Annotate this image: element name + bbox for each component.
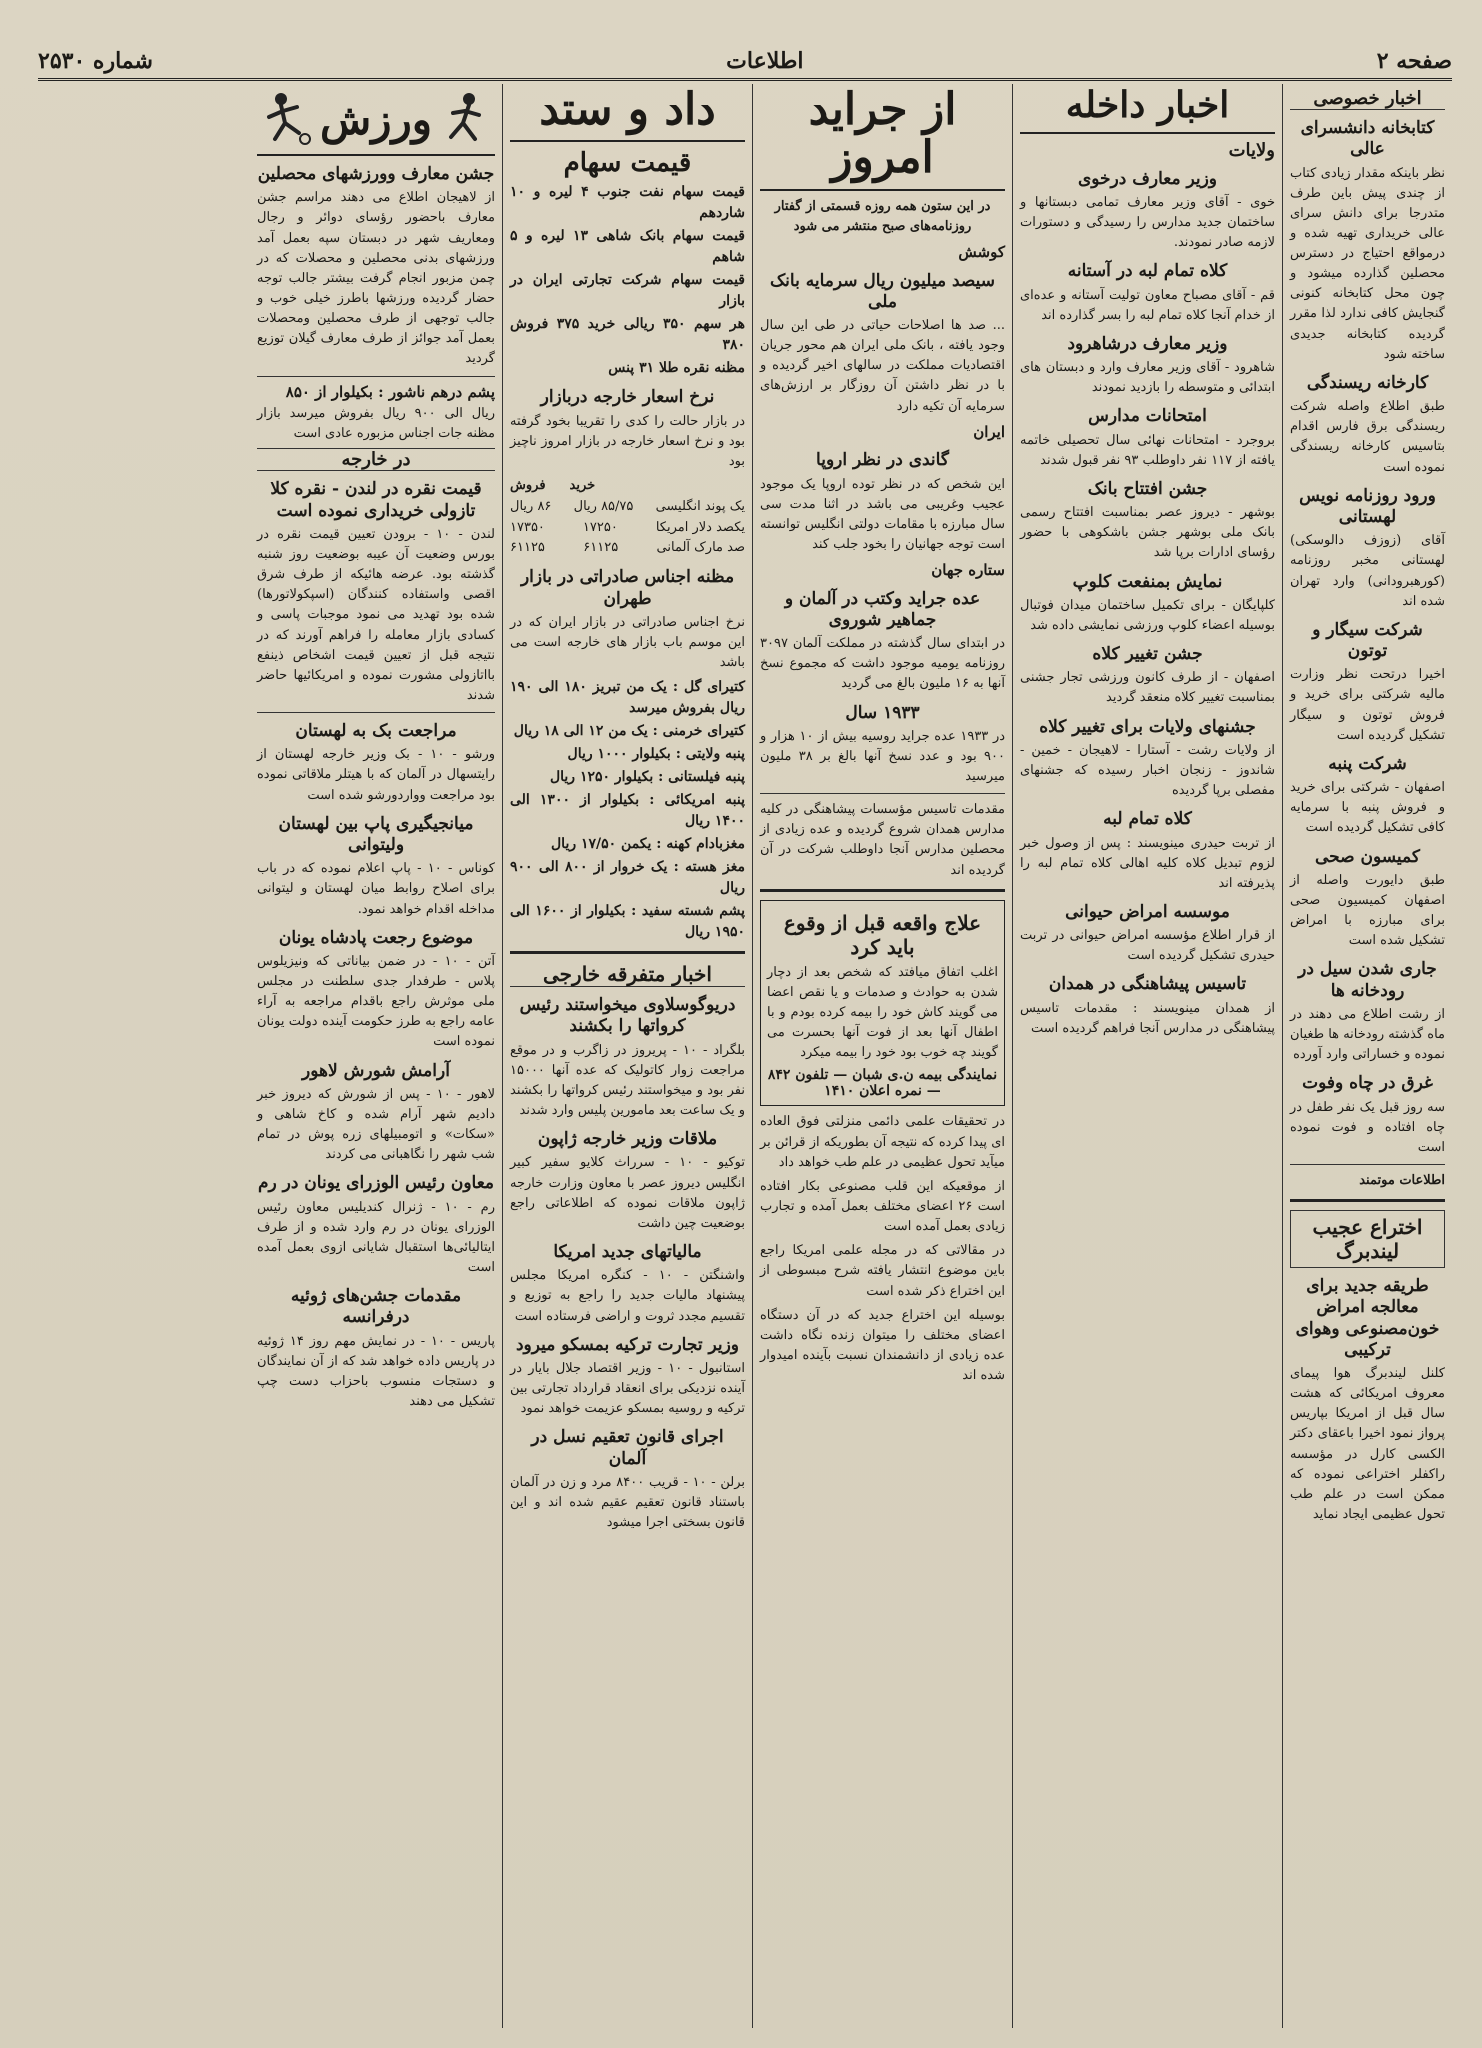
fx-buy: ۶۱۱۲۵: [583, 540, 619, 556]
market-title: داد و ستد: [510, 84, 745, 142]
province-text: بوشهر - دیروز عصر بمناسبت افتتاح رسمی بانک ملی بوشهر جشن باشکوهی با حضور رؤسای ادارات برپا شد: [1020, 505, 1275, 561]
province-text: از ولایات رشت - آستارا - لاهیجان - خمین - شاندوز - زنجان اخبار رسیده که جشنهای مفصلی برپا گردیده: [1020, 742, 1275, 799]
stocks-title: قیمت سهام: [563, 148, 692, 179]
sports-header: [257, 84, 495, 156]
foreign-headline: وزیر تجارت ترکیه بمسکو میرود: [515, 1334, 740, 1355]
province-headline: جشن تغییر کلاه: [1092, 644, 1203, 665]
column-sports: [250, 84, 502, 2028]
domestic-text: از رشت اطلاع می دهند در ماه گذشته رودخانه ها طغیان نموده و خساراتی وارد آورده: [1290, 1006, 1445, 1063]
sports-title: ورزش: [319, 94, 433, 144]
foreign-misc-title: اخبار متفرقه خارجی: [510, 962, 745, 987]
sports-headline: جشن معارف وورزشهای محصلین: [257, 164, 495, 184]
press-intro: در این ستون همه روزه قسمتی از گفتار روزنامه‌های صبح منتشر می شود: [774, 198, 991, 234]
export-lines: [510, 677, 745, 943]
sports-paragraph: از لاهیجان اطلاع می دهند مراسم جشن معارف باحضور رؤسای دوائر و رجال ومعاریف شهر در دبستان سپه بعمل آمد ورزشهای بدنی محصلین و محصلات که در چمن مزبور انجام گرفت بیشتر جالب توجه حضار گردیده ورزشها باطرز خیلی خوب و جالب توجهی از طرف محصلین ومحصلات بعمل آمد جوائز از طرف معارف گیلان توزیع گردید: [257, 190, 495, 367]
gold-title: مظنه نقره طلا: [659, 360, 745, 377]
footballer-icon: [257, 89, 317, 149]
press-source-1: کوشش: [958, 243, 1005, 262]
fx-sell: ۱۷۳۵۰: [510, 519, 545, 535]
domestic-headline: شرکت سیگار و توتون: [1312, 619, 1423, 662]
province-title: اخبار داخله: [1020, 84, 1275, 134]
column-market: [502, 84, 752, 2028]
fx-header-cell: خرید: [569, 478, 596, 494]
insurance-agent: نمایندگی بیمه ن.ی شبان: [852, 1067, 998, 1084]
export-line: مغزبادام کهنه : یکمن ۱۷/۵۰ ریال: [551, 836, 745, 853]
export-line: پشم شسته سفید : بکیلوار از ۱۶۰۰ الی ۱۹۵۰ ریال: [510, 903, 745, 941]
fx-sell: ۸۶ ریال: [510, 498, 552, 514]
province-headline: وزیر معارف درخوی: [1077, 168, 1218, 189]
invention-text: کلنل لیندبرگ هوا پیمای معروف امریکائی که هشت سال قبل از امریکا بپاریس پرواز نمود اخیرا باعقای دکتر الکسی کارل در مؤسسه راکفلر اختراعی نموده که ممکن است در علم طب تحول عظیمی ایجاد نماید: [1290, 1366, 1445, 1523]
domestic-headline: جاری شدن سیل در رودخانه ها: [1298, 959, 1437, 1001]
insurance-ad-no: نمره اعلان ۱۴۱۰: [824, 1083, 922, 1100]
province-text: خوی - آقای وزیر معارف تمامی دبستانها و ساختمان جدید مدارس را رسیدگی و دستورات لازمه صادر نمودند.: [1020, 194, 1275, 251]
fx-buy: ۸۵/۷۵ ریال: [573, 498, 634, 514]
province-text: اصفهان - از طرف کانون ورزشی تجار جشنی بمناسبت تغییر کلاه منعقد گردید: [1020, 670, 1275, 706]
masthead: [38, 44, 1452, 81]
province-text: شاهرود - آقای وزیر معارف وارد و دبستان های ابتدائی و متوسطه را بازدید نمودند: [1020, 360, 1275, 396]
riot-text: لاهور - ۱۰ - پس از شورش که دیروز خبر دادیم شهر آرام شده و کاخ شاهی و «سکات» و اتومبیلهای زره پوش در تمام شب شهر را نگاهبانی می کردند: [257, 1086, 495, 1163]
stock-line: قیمت سهام بانک شاهی ۱۳ لیره و ۵ شاهم: [510, 228, 745, 266]
province-headline: کلاه تمام لبه: [1103, 809, 1192, 830]
fx-text: در بازار حالت را کدی را تقریبا بخود گرفته بود و نرخ اسعار خارجه در بازار امروز ناچیز بود: [510, 413, 745, 469]
province-headline: وزیر معارف درشاهرود: [1067, 333, 1228, 354]
province-headline: کلاه تمام لبه در آستانه: [1067, 261, 1228, 282]
pope-headline: میانجیگیری پاپ بین لهستان ولیتوانی: [278, 813, 474, 855]
province-headline: موسسه امراض حیوانی: [1065, 901, 1230, 922]
runner-icon: [435, 89, 495, 149]
province-list: [1020, 169, 1275, 1039]
province-text: از قرار اطلاع مؤسسه امراض حیوانی در تربت حیدری تشکیل گردیده است: [1020, 928, 1275, 964]
province-headline: نمایش بمنفعت کلوپ: [1072, 571, 1223, 592]
column-province: [1012, 84, 1282, 2028]
province-headline: امتحانات مدارس: [1088, 406, 1207, 427]
greek-text: آتن - ۱۰ - در ضمن بیاناتی که ونیزیلوس پلاس - طرفدار جدی سلطنت در مجلس ملی موثرش راجع باقدام مراجعه به آراء عامه راجع به طرز حکومت آینده دولت یونان نموده است: [257, 953, 495, 1050]
foreign-text: بلگراد - ۱۰ - پریروز در زاگرب و در موقع مراجعت زوار کاتولیک که عده آنها ۱۵۰۰۰ نفر بود و میخواستند رئیس کرواتها را بکشند و یک ساعت بعد مامورین پلیس وارد شدند: [510, 1042, 746, 1119]
june-text: پاریس - ۱۰ - در نمایش مهم روز ۱۴ ژوئیه در پاریس داده خواهد شد که از آن نمایندگان و دستجات منسوب باحزاب دست چپ تشکیل می دهند: [257, 1333, 495, 1410]
province-text: از تربت حیدری مینویسند : پس از وصول خبر لزوم تبدیل کلاه کلیه اهالی کلاه تمام لبه را پذیرفته اند: [1020, 835, 1275, 891]
press-title: از جرايد امروز: [760, 84, 1005, 191]
foreign-text: برلن - ۱۰ - قریب ۸۴۰۰ مرد و زن در آلمان باستناد قانون تعقیم عقیم شده اند و این قانون بسختی اجرا میشود: [510, 1474, 746, 1531]
exports-text: نرخ اجناس صادراتی در بازار ایران که در این موسم باب بازار های خارجه است می باشد: [510, 614, 745, 671]
province-headline: جشنهای ولایات برای تغییر کلاه: [1039, 716, 1256, 737]
greek-headline: موضوع رجعت پادشاه یونان: [278, 927, 474, 948]
domestic-footer: اطلاعات موتمند: [1359, 1172, 1445, 1188]
june-headline: مقدمات جشن‌های ژوئیه درفرانسه: [290, 1286, 462, 1328]
insurance-phone: تلفون ۸۴۲: [767, 1067, 829, 1084]
province-text: قم - آقای مصباح معاون تولیت آستانه و عده‌ای از خدام آنجا کلاه تمام لبه را بسر گذارده اند: [1020, 287, 1275, 323]
foreign-text: واشنگتن - ۱۰ - کنگره امریکا مجلس پیشنهاد مالیات جدید را راجع به توزیع و تقسیم مجدد ثروت و اراضی فرستاده است: [510, 1268, 745, 1324]
fx-table: [510, 476, 745, 559]
province-text: کلپایگان - برای تکمیل ساختمان میدان فوتبال بوسیله اعضاء کلوپ ورزشی نمایشی داده شد: [1020, 597, 1275, 633]
fx-row: [510, 538, 745, 559]
domestic-headline: ورود روزنامه نویس لهستانی: [1299, 485, 1436, 527]
press-headline-3: عده جراید وکتب در آلمان و جماهیر شوروی: [784, 588, 981, 630]
insurance-ad: علاج واقعه قبل از وقوع باید کرد اغلب اتفاق میافتد که شخص بعد از دچار شدن به حوادث و صدمات و یا نقص اعضا می گویند کاش خود را بیمه کرده بودم و با اطفال آنها بعد از فوت آنها بحسرت می گویند چه خوب بود خود را بیمه میکرد نمایندگی بیمه ن.ی شبان — تلفون ۸۴۲ — نمره اعلان ۱۴۱۰: [760, 900, 1005, 1107]
press-headline-2: گاندی در نظر اروپا: [816, 450, 949, 471]
foreign-text: استانبول - ۱۰ - وزیر اقتصاد جلال بایار در آینده نزدیکی برای انعقاد قرارداد تجارتی بین ترکیه و روسیه بمسکو عزیمت خواهد نمود: [510, 1360, 746, 1417]
province-section: ولایات: [1228, 139, 1275, 161]
domestic-headline: شرکت پنبه: [1328, 753, 1407, 774]
gold-value: ۳۱ پنس: [608, 360, 655, 377]
export-line: پنبه امریکائی : بکیلوار از ۱۳۰۰ الی ۱۴۰۰ ریال: [510, 792, 745, 830]
pope-text: کوناس - ۱۰ - پاپ اعلام نموده که در باب برای اصلاح روابط میان لهستان و لیتوانی مداخله اقدام خواهد نمود.: [257, 861, 495, 917]
exports-title: مظنه اجناس صادراتی در بازار طهران: [520, 567, 735, 609]
domestic-text: اخیرا درتحت نظر وزارت مالیه شرکتی برای خرید و فروش توتون و سیگار تشکیل گردیده است: [1290, 667, 1445, 743]
fx-title: نرخ اسعار خارجه دربازار: [540, 387, 715, 408]
foreign-headline: ملاقات وزیر خارجه ژاپون: [537, 1129, 718, 1150]
province-text: از همدان مینویسند : مقدمات تاسیس پیشاهنگی در مدارس آنجا فراهم گردیده است: [1020, 1000, 1275, 1036]
blood-article: [760, 1112, 1005, 1386]
press-text-3: در ابتدای سال گذشته در مملکت آلمان ۳۰۹۷ روزنامه یومیه موجود داشت که مجموع نسخ آنها به ۱۶ ملیون بالغ می گردید: [760, 636, 1005, 692]
domestic-text: آقای (زوزف دالوسکی) لهستانی مخبر روزنامه (کورهبرودانی) وارد تهران شده اند: [1290, 533, 1445, 609]
columns: [38, 84, 1452, 2028]
stock-line: قیمت سهام نفت جنوب ۴ لیره و ۱۰ شاردهم: [510, 184, 746, 222]
domestic-text: طبق دایورت واصله از اصفهان کمیسیون صحی برای مبارزه با امراض تشکیل شده است: [1290, 872, 1445, 949]
column-press: [752, 84, 1012, 2028]
silver-headline: قیمت نقره در لندن - نقره کلا تازولی خریداری نموده است: [270, 479, 482, 521]
domestic-text: سه روز قبل یک نفر طفل در چاه افتاده و فوت نموده است: [1290, 1099, 1445, 1155]
foreign-list: [510, 995, 745, 1533]
bank-headline: مراجعت بک به لهستان: [295, 721, 457, 742]
foreign-text: توکیو - ۱۰ - سرراث کلایو سفیر کبیر انگلیس دیروز عصر با معاون وزارت خارجه ژاپون ملاقات نموده که اطلاعاتی راجع بوضعیت چین داشت: [510, 1155, 745, 1231]
stock-line: هر سهم ۳۵۰ ریالی خرید ۳۷۵ فروش ۳۸۰: [510, 316, 745, 354]
silver-text: لندن - ۱۰ - برودن تعیین قیمت نقره در بورس وضعیت آن عیبه بوضعیت روز شنبه گذشته بود. عرضه هائیکه از طرف شرق اقصی واستفاده کنندگان (اسپکولاتورها) شده بود تهدید می نمود موجبات پاسی و کسادی بازار معامله را فراهم آورند که در نتیجه قبل از تعیین قیمت اشخاص ذینفع بااتازولی مشورت نموده و امریکائیها حاضر شدند: [257, 526, 495, 703]
press-text-1: ... صد ها اصلاحات حیاتی در طی این سال وجود یافته ، بانک ملی ایران هم محور جریان اقتصادیات مملکت در سالهای اخیر گردیده و با در نظر داشتن آن روزگار بر ارزش‌های سرمایه آن تکیه دارد: [760, 318, 1005, 414]
fx-sell: ۶۱۱۲۵: [510, 540, 545, 556]
fx-name: یک پوند انگلیسی: [655, 498, 745, 514]
press-text-2: این شخص که در نظر توده اروپا یک موجود عجیب وغریبی می باشد در اثنا مدت سی سال مبارزه با مقامات دولتی انگلیس توانسته است توجه جهانیان را بخود جلب کند: [760, 476, 1005, 552]
export-line: کتیرای گل : یک من تبریز ۱۸۰ الی ۱۹۰ ریال بفروش میرسد: [510, 679, 745, 717]
blood-paragraph: در تحقیقات علمی دائمی منزلتی فوق العاده ای پیدا کرده که نتیجه آن بطوریکه از قرائن بر میآید تحول عظیمی در علم طب خواهد داد: [760, 1114, 1005, 1170]
blood-paragraph: در مقالاتی که در مجله علمی امریکا راجع باین موضوع انتشار یافته شرح مبسوطی از این اختراع ذکر شده است: [760, 1243, 1005, 1299]
stock-lines: [510, 182, 745, 356]
fx-row: [510, 497, 745, 518]
blood-paragraph: از موقعیکه این قلب مصنوعی بکار افتاده است ۲۶ اعضای مختلف بعمل آمده و تجارب زیادی بعمل آمده است: [760, 1178, 1006, 1235]
wool-text: ریال الی ۹۰۰ ریال بفروش میرسد بازار مظنه جات اجناس مزبوره عادی است: [257, 406, 495, 442]
blood-paragraph: بوسیله این اختراع جدید که در آن دستگاه اعضای مختلف را میتوان زنده نگاه داشت عده زیادی از دانشمندان نسبت بآینده امیدوار شده اند: [760, 1307, 1005, 1384]
press-text-4: در ۱۹۳۳ عده جراید روسیه بیش از ۱۰ هزار و ۹۰۰ بود و عدد نسخ آنها بالغ بر ۳۸ ملیون میرسید: [760, 728, 1006, 785]
foreign-headline: دریوگوسلاوی میخواستند رئیس کرواتها را بکشند: [519, 995, 736, 1037]
bank-text: ورشو - ۱۰ - بک وزیر خارجه لهستان از رایتسهال در آلمان که با هیتلر ملاقاتی نموده بود مراجعت وواردورشو شده است: [257, 747, 495, 803]
page-label: صفحه ۲: [1376, 48, 1452, 74]
deputy-headline: معاون رئیس الوزرای یونان در رم: [257, 1173, 495, 1194]
wool-title: پشم درهم ناشور : بکیلوار از ۸۵۰: [285, 382, 495, 401]
invention-title: اختراع عجیب لیندبرگ: [1290, 1210, 1445, 1268]
fx-name: صد مارک آلمانی: [656, 540, 745, 556]
province-headline: تاسیس پیشاهنگی در همدان: [1048, 974, 1247, 995]
domestic-headline: کارخانه ریسندگی: [1306, 372, 1429, 393]
export-line: پنبه ولایتی : بکیلوار ۱۰۰۰ ریال: [567, 746, 745, 763]
stock-line: قیمت سهام شرکت تجارتی ایران در بازار: [510, 272, 745, 310]
province-headline: جشن افتتاح بانک: [1087, 478, 1208, 499]
fx-row: [510, 518, 745, 539]
press-notice: مقدمات تاسیس مؤسسات پیشاهنگی در کلیه مدارس همدان شروع گردیده و عده زیادی از محصلین مدارس آنجا داوطلب شرکت در آن گردیده اند: [760, 802, 1005, 878]
press-source-3: ستاره جهان: [931, 561, 1005, 580]
press-source-2: ایران: [973, 422, 1005, 441]
fx-header-cell: فروش: [510, 478, 546, 494]
domestic-headline: کمیسون صحی: [1315, 846, 1420, 867]
domestic-headline: کتابخانه دانشسرای عالی: [1300, 118, 1435, 160]
press-headline-1: سیصد میلیون ریال سرمایه بانک ملی: [769, 270, 996, 312]
domestic-headline: غرق در چاه وفوت: [1302, 1073, 1433, 1094]
domestic-text: نظر باینکه مقدار زیادی کتاب از چندی پیش باین طرف متدرجا برای دانش سرای عالی خریداری تهیه شده و درمواقع احتیاج در دسترس محصلین گذارده میشود و چون محل کتابخانه کنونی گنجایش کافی ندارد لذا مقرر گردیده کتابخانه جدیدی ساخته شود: [1290, 165, 1445, 362]
export-line: مغز هسته : یک خروار از ۸۰۰ الی ۹۰۰ ریال: [510, 859, 745, 897]
domestic-list: [1290, 118, 1445, 1158]
province-text: بروجرد - امتحانات نهائی سال تحصیلی خاتمه یافته از ۱۱۷ نفر داوطلب ۹۳ نفر قبول شدند: [1020, 432, 1275, 468]
domestic-section: اخبار خصوصی: [1290, 88, 1445, 110]
deputy-text: رم - ۱۰ - ژنرال کندیلیس معاون رئیس الوزرای یونان در رم وارد شده و از طرف ایتالیائی‌ها استقبال شایانی ازوی بعمل آمده است: [257, 1199, 496, 1276]
domestic-text: اصفهان - شرکتی برای خرید و فروش پنبه با سرمایه کافی تشکیل گردیده است: [1290, 780, 1445, 836]
export-line: پنبه فیلستانی : بکیلوار ۱۲۵۰ ریال: [549, 769, 745, 786]
press-headline-4: ۱۹۳۳ سال: [845, 702, 920, 723]
riot-headline: آرامش شورش لاهور: [302, 1060, 450, 1081]
abroad-section: در خارجه: [257, 448, 495, 471]
issue-label: شماره ۲۵۳۰: [38, 48, 153, 74]
column-domestic: [1282, 84, 1452, 2028]
insurance-headline: علاج واقعه قبل از وقوع باید کرد: [783, 910, 982, 959]
insurance-text: اغلب اتفاق میافتد که شخص بعد از دچار شدن به حوادث و صدمات و یا نقص اعضا می گویند کاش خود را بیمه کرده بودم و با اطفال آنها بعد از فوت آنها بحسرت می گویند چه خوب بود خود را بیمه میکرد: [767, 964, 998, 1061]
fx-buy: ۱۷۲۵۰: [582, 519, 618, 535]
invention-headline: طریقه جدید برای معالجه امراض خون‌مصنوعی وهوای ترکیبی: [1295, 1276, 1440, 1360]
export-line: کتیرای خرمنی : یک من ۱۲ الی ۱۸ ریال: [513, 723, 745, 740]
fx-header-row: [510, 476, 745, 497]
paper-name: اطلاعات: [726, 48, 804, 74]
fx-name: یکصد دلار امریکا: [655, 519, 745, 535]
foreign-headline: اجرای قانون تعقیم نسل در آلمان: [531, 1427, 724, 1469]
domestic-text: طبق اطلاع واصله شرکت ریسندگی برق فارس اقدام بتاسیس کارخانه ریسندگی نموده است: [1290, 399, 1445, 475]
foreign-headline: مالیاتهای جدید امریکا: [553, 1242, 702, 1263]
